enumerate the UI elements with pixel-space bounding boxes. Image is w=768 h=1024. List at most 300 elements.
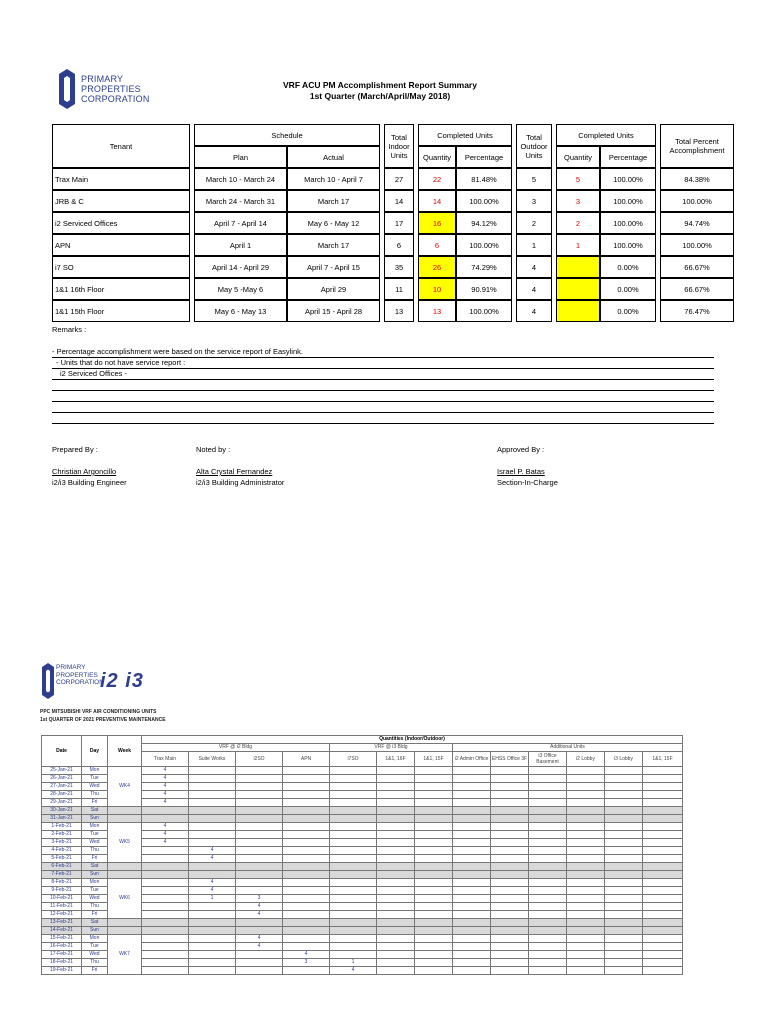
- total-outdoor-header: Total Outdoor Units: [516, 124, 552, 168]
- tenant-cell: 1&1 16th Floor: [52, 278, 190, 300]
- week-cell: WK6: [108, 879, 142, 919]
- week-cell: [108, 815, 142, 823]
- day-cell: Sun: [82, 927, 108, 935]
- quantity-cell: [377, 783, 415, 791]
- quantity-cell: [643, 871, 683, 879]
- quantity-cell: [189, 863, 236, 871]
- quantity-cell: 4: [283, 951, 330, 959]
- sheet-logo-line-2: PROPERTIES: [56, 671, 98, 679]
- quantity-cell: [330, 831, 377, 839]
- quantity-cell: [491, 791, 529, 799]
- outdoor-units-cell: 4: [516, 300, 552, 322]
- quantity-cell: [529, 847, 567, 855]
- group-header: Additional Units: [453, 744, 683, 752]
- tenant-row: [52, 234, 734, 256]
- indoor-quantity-cell: 14: [418, 190, 456, 212]
- quantity-cell: [567, 911, 605, 919]
- quantity-cell: [643, 887, 683, 895]
- quantity-cell: [142, 887, 189, 895]
- column-header: Suite Works: [189, 752, 236, 767]
- quantity-cell: [453, 935, 491, 943]
- quantity-cell: [415, 911, 453, 919]
- quantity-cell: [529, 815, 567, 823]
- day-cell: Tue: [82, 831, 108, 839]
- day-cell: Thu: [82, 791, 108, 799]
- quantity-cell: 4: [142, 839, 189, 847]
- schedule-row: [42, 863, 683, 871]
- quantity-cell: [605, 919, 643, 927]
- quantity-cell: [377, 807, 415, 815]
- quantity-cell: [415, 775, 453, 783]
- quantity-cell: [142, 951, 189, 959]
- completed-outdoor-header: Completed Units: [556, 124, 656, 146]
- day-cell: Tue: [82, 775, 108, 783]
- header-row-1: [52, 124, 734, 146]
- outdoor-percentage-cell: 100.00%: [600, 234, 656, 256]
- quantity-cell: [283, 839, 330, 847]
- actual-cell: April 15 - April 28: [287, 300, 380, 322]
- quantity-cell: [453, 799, 491, 807]
- quantity-cell: [453, 951, 491, 959]
- remark-2: - Units that do not have service report :: [56, 358, 186, 367]
- quantity-cell: [377, 927, 415, 935]
- date-cell: 18-Feb-21: [42, 959, 82, 967]
- quantity-cell: [415, 823, 453, 831]
- report-subtitle: 1st Quarter (March/April/May 2018): [309, 91, 451, 101]
- week-cell: WK7: [108, 935, 142, 975]
- quantity-cell: [142, 927, 189, 935]
- date-cell: 9-Feb-21: [42, 887, 82, 895]
- quantity-cell: [453, 847, 491, 855]
- total-percent-cell: 66.67%: [660, 256, 734, 278]
- quantity-cell: [236, 879, 283, 887]
- quantity-cell: [236, 767, 283, 775]
- indoor-percentage-cell: 90.91%: [456, 278, 512, 300]
- day-cell: Wed: [82, 951, 108, 959]
- date-cell: 6-Feb-21: [42, 863, 82, 871]
- quantity-cell: [491, 815, 529, 823]
- day-cell: Sat: [82, 807, 108, 815]
- quantity-cell: [491, 839, 529, 847]
- quantity-cell: [330, 895, 377, 903]
- quantity-cell: [283, 967, 330, 975]
- quantity-cell: [236, 871, 283, 879]
- week-cell: [108, 807, 142, 815]
- quantity-cell: [567, 863, 605, 871]
- indoor-percentage-cell: 74.29%: [456, 256, 512, 278]
- column-header: Trax Main: [142, 752, 189, 767]
- total-percent-cell: 100.00%: [660, 234, 734, 256]
- quantity-cell: [142, 847, 189, 855]
- quantity-cell: [415, 783, 453, 791]
- total-indoor-header: Total Indoor Units: [384, 124, 414, 168]
- quantity-cell: [283, 807, 330, 815]
- indoor-percentage-cell: 100.00%: [456, 190, 512, 212]
- quantity-cell: [567, 799, 605, 807]
- plan-cell: May 6 - May 13: [194, 300, 287, 322]
- quantity-cell: [377, 943, 415, 951]
- day-cell: Tue: [82, 943, 108, 951]
- quantity-cell: [643, 807, 683, 815]
- schedule-row: [42, 879, 683, 887]
- outdoor-quantity-cell: 1: [556, 234, 600, 256]
- indoor-units-cell: 11: [384, 278, 414, 300]
- quantity-cell: [529, 855, 567, 863]
- quantity-cell: [236, 807, 283, 815]
- week-cell: [108, 919, 142, 927]
- day-cell: Mon: [82, 767, 108, 775]
- report-title-block: [230, 80, 530, 102]
- quantity-cell: [605, 863, 643, 871]
- quantity-cell: [283, 799, 330, 807]
- indoor-quantity-cell: 26: [418, 256, 456, 278]
- week-cell: WK5: [108, 823, 142, 863]
- schedule-row: [42, 767, 683, 775]
- quantity-cell: [453, 911, 491, 919]
- quantity-cell: [377, 879, 415, 887]
- quantity-cell: [236, 839, 283, 847]
- day-cell: Thu: [82, 959, 108, 967]
- quantity-cell: [605, 967, 643, 975]
- quantity-cell: [605, 879, 643, 887]
- column-header: i3 Lobby: [605, 752, 643, 767]
- day-cell: Thu: [82, 903, 108, 911]
- quantity-cell: [491, 799, 529, 807]
- sheet-logo-line-1: PRIMARY: [56, 664, 86, 671]
- date-cell: 17-Feb-21: [42, 951, 82, 959]
- tenant-row: [52, 278, 734, 300]
- week-cell: WK4: [108, 767, 142, 807]
- quantity-cell: [189, 871, 236, 879]
- quantity-cell: [453, 879, 491, 887]
- date-cell: 16-Feb-21: [42, 943, 82, 951]
- quantity-cell: [236, 847, 283, 855]
- quantity-cell: [567, 807, 605, 815]
- quantity-cell: 4: [330, 967, 377, 975]
- quantity-cell: [415, 815, 453, 823]
- quantity-cell: [643, 775, 683, 783]
- quantity-cell: [491, 919, 529, 927]
- quantity-cell: [643, 815, 683, 823]
- quantity-cell: [529, 895, 567, 903]
- column-header: i2 Lobby: [567, 752, 605, 767]
- date-cell: 27-Jan-21: [42, 783, 82, 791]
- quantity-cell: [529, 823, 567, 831]
- quantity-cell: 4: [142, 831, 189, 839]
- quantity-cell: [330, 775, 377, 783]
- indoor-percentage-cell: 100.00%: [456, 234, 512, 256]
- quantity-cell: [377, 791, 415, 799]
- quantity-cell: [491, 879, 529, 887]
- quantity-cell: [142, 807, 189, 815]
- signatory-role: Noted by :: [196, 445, 231, 454]
- quantity-cell: [330, 807, 377, 815]
- column-header: EHSS Office 3F: [491, 752, 529, 767]
- signatory-approved: [497, 444, 558, 488]
- quantity-cell: [283, 783, 330, 791]
- date-cell: 26-Jan-21: [42, 775, 82, 783]
- quantity-cell: [283, 847, 330, 855]
- quantity-cell: [377, 903, 415, 911]
- quantity-cell: [605, 791, 643, 799]
- quantity-cell: [236, 783, 283, 791]
- quantity-cell: [330, 879, 377, 887]
- quantity-cell: [189, 767, 236, 775]
- date-cell: 19-Feb-21: [42, 967, 82, 975]
- column-header: i2SO: [236, 752, 283, 767]
- quantity-cell: [283, 879, 330, 887]
- quantity-cell: [330, 839, 377, 847]
- sheet-title: PPC MITSUBISHI VRF AIR CONDITIONING UNITS: [40, 709, 157, 715]
- quantity-cell: [567, 919, 605, 927]
- outdoor-quantity-cell: [556, 278, 600, 300]
- quantity-cell: [605, 831, 643, 839]
- quantity-cell: [415, 935, 453, 943]
- quantity-cell: [236, 815, 283, 823]
- quantity-cell: [529, 767, 567, 775]
- quantity-cell: [529, 967, 567, 975]
- quantity-cell: [529, 839, 567, 847]
- quantity-cell: [330, 783, 377, 791]
- quantity-cell: [567, 815, 605, 823]
- quantity-cell: [643, 831, 683, 839]
- indoor-percentage-cell: 94.12%: [456, 212, 512, 234]
- remarks-line: [52, 412, 714, 413]
- quantity-cell: [605, 911, 643, 919]
- quantity-cell: [142, 919, 189, 927]
- quantity-cell: [643, 967, 683, 975]
- quantity-cell: [491, 943, 529, 951]
- day-cell: Sat: [82, 863, 108, 871]
- quantity-cell: [567, 951, 605, 959]
- quantity-cell: [142, 863, 189, 871]
- quantity-cell: [643, 839, 683, 847]
- quantity-cell: [453, 783, 491, 791]
- quantity-cell: [189, 959, 236, 967]
- quantity-cell: [643, 927, 683, 935]
- indoor-quantity-cell: 16: [418, 212, 456, 234]
- quantity-cell: [377, 887, 415, 895]
- indoor-quantity-header: Quantity: [418, 146, 456, 168]
- quantity-cell: [529, 911, 567, 919]
- quantity-cell: [142, 959, 189, 967]
- quantity-cell: [453, 823, 491, 831]
- quantity-cell: [236, 799, 283, 807]
- quantity-cell: [453, 775, 491, 783]
- quantity-cell: [605, 847, 643, 855]
- column-header: i7SO: [330, 752, 377, 767]
- plan-cell: March 10 - March 24: [194, 168, 287, 190]
- quantity-cell: [491, 887, 529, 895]
- quantity-cell: 1: [330, 959, 377, 967]
- date-cell: 13-Feb-21: [42, 919, 82, 927]
- quantity-cell: [567, 791, 605, 799]
- quantity-cell: [491, 895, 529, 903]
- quantity-cell: [567, 767, 605, 775]
- day-cell: Wed: [82, 839, 108, 847]
- quantity-cell: [330, 767, 377, 775]
- quantity-cell: [529, 871, 567, 879]
- date-cell: 7-Feb-21: [42, 871, 82, 879]
- sheet-subtitle: 1st QUARTER OF 2021 PREVENTIVE MAINTENANCE: [40, 717, 166, 723]
- quantity-cell: [605, 775, 643, 783]
- quantity-cell: [377, 967, 415, 975]
- quantity-cell: [142, 935, 189, 943]
- quantity-cell: [491, 959, 529, 967]
- quantity-cell: [605, 799, 643, 807]
- quantity-cell: [529, 807, 567, 815]
- i2-i3-logo: i2 i3: [100, 670, 144, 692]
- quantity-cell: [415, 807, 453, 815]
- quantity-cell: [567, 903, 605, 911]
- schedule-row: [42, 815, 683, 823]
- quantity-cell: [453, 903, 491, 911]
- quantity-cell: [330, 887, 377, 895]
- sheet-logo: [40, 660, 180, 700]
- quantity-cell: [377, 847, 415, 855]
- logo-line-2: PROPERTIES: [81, 84, 141, 94]
- logo-line-3: CORPORATION: [81, 94, 150, 104]
- schedule-row: [42, 823, 683, 831]
- quantity-cell: [330, 951, 377, 959]
- quantity-cell: [236, 823, 283, 831]
- quantity-cell: [283, 887, 330, 895]
- quantity-cell: [236, 887, 283, 895]
- day-cell: Sun: [82, 815, 108, 823]
- quantity-cell: [236, 967, 283, 975]
- day-cell: Sun: [82, 871, 108, 879]
- quantity-cell: [189, 815, 236, 823]
- quantity-cell: [330, 919, 377, 927]
- quantity-cell: [189, 911, 236, 919]
- plan-cell: May 5 -May 6: [194, 278, 287, 300]
- quantity-cell: [453, 887, 491, 895]
- quantity-cell: [330, 927, 377, 935]
- total-percent-cell: 84.38%: [660, 168, 734, 190]
- day-cell: Wed: [82, 783, 108, 791]
- quantity-cell: [605, 951, 643, 959]
- quantity-cell: [567, 783, 605, 791]
- column-header: 1&1, 15F: [643, 752, 683, 767]
- sheet-header-row-1: [42, 736, 683, 744]
- indoor-quantity-cell: 10: [418, 278, 456, 300]
- quantity-cell: [415, 967, 453, 975]
- quantity-cell: [189, 799, 236, 807]
- signatory-title: i2/i3 Building Engineer: [52, 478, 127, 487]
- quantity-cell: [283, 903, 330, 911]
- quantity-cell: [491, 927, 529, 935]
- quantity-cell: [453, 967, 491, 975]
- quantity-cell: [236, 959, 283, 967]
- quantity-cell: [567, 855, 605, 863]
- quantity-cell: [189, 775, 236, 783]
- quantity-cell: [643, 935, 683, 943]
- date-cell: 4-Feb-21: [42, 847, 82, 855]
- quantity-cell: [283, 895, 330, 903]
- quantity-cell: [415, 903, 453, 911]
- quantity-cell: [491, 911, 529, 919]
- quantity-cell: [236, 919, 283, 927]
- quantity-cell: [283, 927, 330, 935]
- quantity-cell: [283, 911, 330, 919]
- quantity-cell: [491, 855, 529, 863]
- group-header: VRF @ i2 Bldg: [142, 744, 330, 752]
- quantity-cell: 4: [142, 767, 189, 775]
- quantity-cell: [491, 823, 529, 831]
- tenant-cell: JRB & C: [52, 190, 190, 212]
- tenant-row: [52, 190, 734, 212]
- column-header: APN: [283, 752, 330, 767]
- quantity-cell: [142, 855, 189, 863]
- quantity-cell: [142, 815, 189, 823]
- day-cell: Sat: [82, 919, 108, 927]
- quantity-cell: [415, 887, 453, 895]
- quantity-cell: 4: [236, 935, 283, 943]
- quantity-cell: [283, 863, 330, 871]
- signatory-title: i2/i3 Building Administrator: [196, 478, 285, 487]
- tenant-cell: i2 Serviced Offices: [52, 212, 190, 234]
- quantity-cell: [491, 807, 529, 815]
- signatory-prepared: [52, 444, 127, 488]
- quantity-cell: [189, 927, 236, 935]
- tenant-row: [52, 168, 734, 190]
- tenant-cell: 1&1 15th Floor: [52, 300, 190, 322]
- quantity-cell: [377, 863, 415, 871]
- quantity-cell: [453, 839, 491, 847]
- quantity-cell: [643, 863, 683, 871]
- quantity-cell: [605, 895, 643, 903]
- quantity-cell: [330, 847, 377, 855]
- quantity-cell: [453, 831, 491, 839]
- actual-cell: March 17: [287, 234, 380, 256]
- quantity-cell: [567, 959, 605, 967]
- quantity-cell: [189, 823, 236, 831]
- quantity-cell: [189, 943, 236, 951]
- quantity-cell: [377, 895, 415, 903]
- plan-cell: April 1: [194, 234, 287, 256]
- quantity-cell: [236, 951, 283, 959]
- quantity-cell: [453, 791, 491, 799]
- quantity-cell: [643, 903, 683, 911]
- quantity-cell: [453, 871, 491, 879]
- quantity-cell: 4: [189, 879, 236, 887]
- quantity-cell: [643, 847, 683, 855]
- quantity-cell: [415, 871, 453, 879]
- quantity-cell: [529, 919, 567, 927]
- quantity-cell: [567, 823, 605, 831]
- plan-cell: April 7 - April 14: [194, 212, 287, 234]
- quantity-cell: [377, 775, 415, 783]
- quantity-cell: [567, 967, 605, 975]
- quantity-cell: [491, 775, 529, 783]
- day-cell: Mon: [82, 823, 108, 831]
- quantity-cell: [283, 943, 330, 951]
- quantity-cell: [453, 767, 491, 775]
- quantity-cell: [529, 943, 567, 951]
- quantity-cell: [491, 831, 529, 839]
- quantity-cell: [377, 839, 415, 847]
- quantity-cell: [415, 847, 453, 855]
- quantity-cell: [377, 951, 415, 959]
- quantity-cell: [567, 775, 605, 783]
- quantity-cell: 4: [142, 783, 189, 791]
- quantity-cell: [283, 871, 330, 879]
- quantity-cell: [377, 823, 415, 831]
- signatory-name: Alta Crystal Fernandez: [196, 467, 273, 476]
- column-header: 1&1, 16F: [377, 752, 415, 767]
- remark-3: i2 Serviced Offices -: [60, 369, 127, 378]
- actual-cell: April 7 - April 15: [287, 256, 380, 278]
